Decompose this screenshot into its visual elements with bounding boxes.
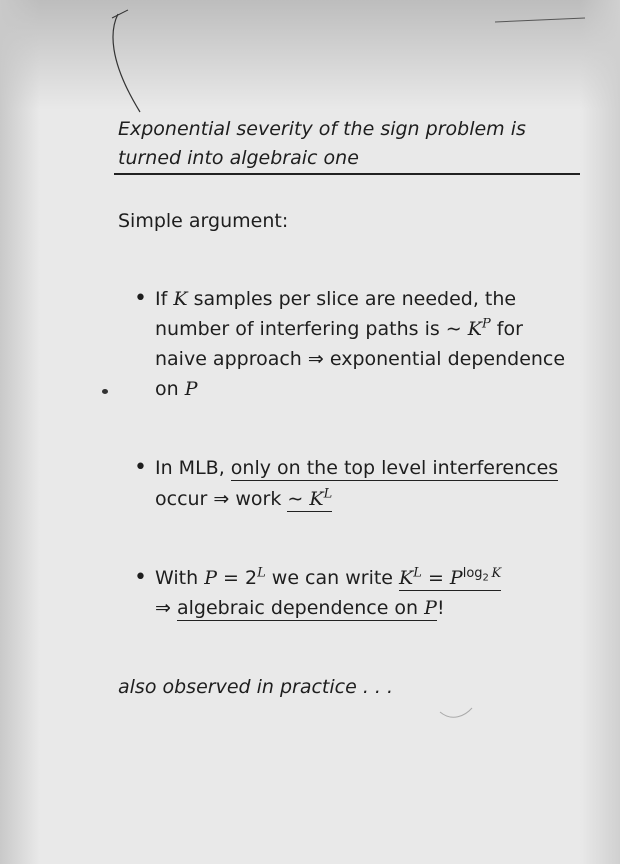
bullet-2-line-2: occur ⇒ work ∼ $K^L$ <box>155 486 333 510</box>
bullet-1-line-1: If K samples per slice are needed, the <box>155 288 517 310</box>
bullet-1-line-3: naive approach ⇒ exponential dependence <box>155 348 566 370</box>
bullet-2-line-1: In MLB, only on the top level interferences <box>155 457 559 479</box>
bullet-dot: • <box>134 565 147 590</box>
footer-note: also observed in practice . . . <box>118 676 394 698</box>
bullet-3-line-1: With $P = 2^L$ we can write $K^L = P^{log_2 K}$ <box>155 565 502 589</box>
heading-line-1: Exponential severity of the sign problem is <box>118 118 526 140</box>
bullet-1-line-4: on P <box>155 378 198 400</box>
intro-text: Simple argument: <box>118 210 289 232</box>
heading-underline <box>114 173 580 175</box>
bullet-dot: • <box>134 455 147 480</box>
bullet-dot: • <box>134 286 147 311</box>
heading-line-2: turned into algebraic one <box>118 147 359 169</box>
ink-speck <box>102 389 108 394</box>
bullet-3-line-2: ⇒ algebraic dependence on P! <box>155 597 445 619</box>
bullet-1-line-2: number of interfering paths is ∼ $K^P$ for <box>155 316 523 340</box>
